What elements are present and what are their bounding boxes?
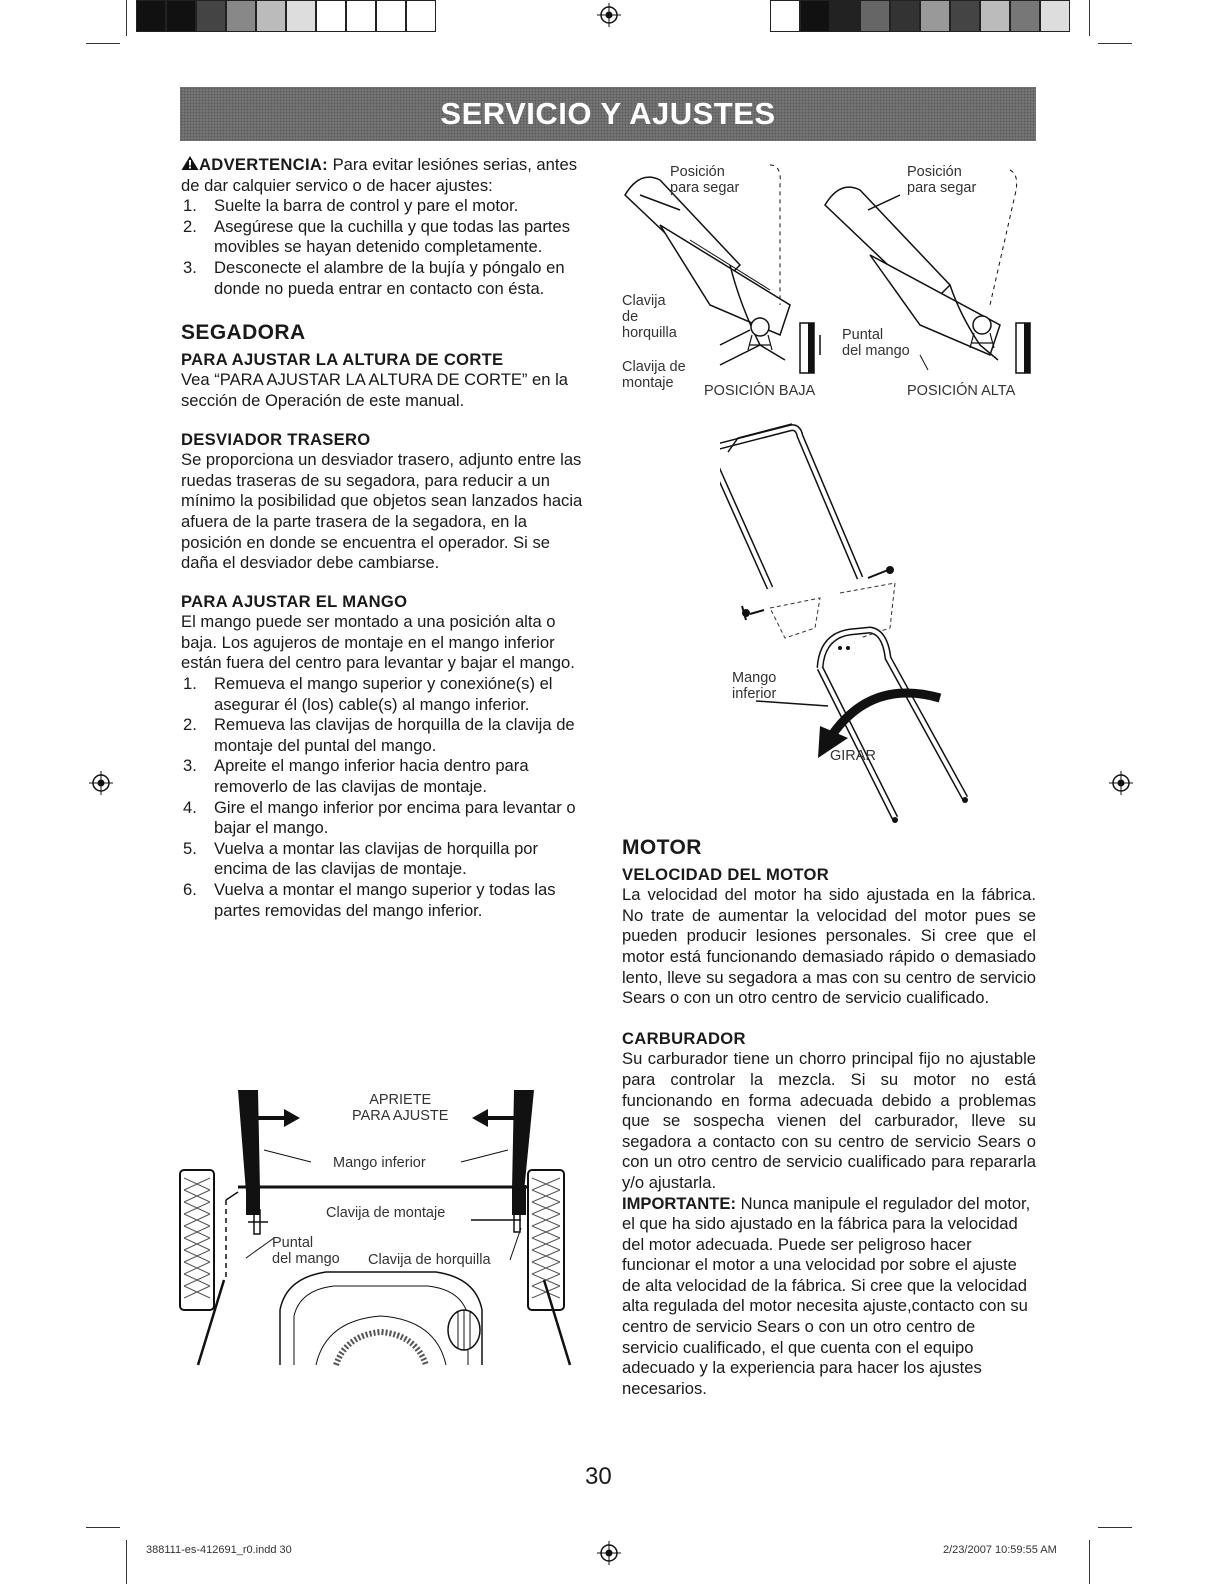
warning-icon bbox=[181, 155, 199, 171]
crop-mark bbox=[126, 0, 127, 36]
desviador-heading: DESVIADOR TRASERO bbox=[181, 429, 371, 449]
motor-heading: MOTOR bbox=[622, 836, 702, 859]
altura-heading: PARA AJUSTAR LA ALTURA DE CORTE bbox=[181, 349, 504, 369]
list-item: 3. Apreite el mango inferior hacia dentro para removerlo de las clavijas de montaje. bbox=[183, 756, 529, 797]
importante-block bbox=[622, 1194, 1036, 1400]
footer-file: 388111-es-412691_r0.indd 30 bbox=[146, 1544, 292, 1556]
list-item: 2. Asegúrese que la cuchilla y que todas las partes movibles se hayan detenido completamente. bbox=[183, 216, 571, 257]
warning-label: ADVERTENCIA: bbox=[199, 155, 328, 174]
figure-handle-positions bbox=[620, 155, 1040, 405]
registration-mark-icon bbox=[88, 770, 114, 796]
right-column bbox=[622, 838, 1036, 1399]
rotate-handle-drawing bbox=[720, 418, 980, 838]
clavija-horquilla-label: Clavija de horquilla bbox=[622, 293, 677, 341]
crop-mark bbox=[1089, 0, 1090, 36]
crop-mark bbox=[1098, 1527, 1132, 1528]
figure-rotate-handle bbox=[720, 418, 980, 838]
puntal-mango-label: Puntal del mango bbox=[842, 327, 910, 359]
list-item: 1. Remueva el mango superior y conexióne(s) el asegurar él (los) cable(s) al mango inferior. bbox=[183, 674, 553, 714]
girar-label: GIRAR bbox=[830, 748, 876, 764]
mango-inferior-label: Mango inferior bbox=[333, 1155, 426, 1171]
page-number: 30 bbox=[585, 1463, 612, 1490]
calibration-strip-right bbox=[770, 0, 1070, 32]
altura-body: Vea “PARA AJUSTAR LA ALTURA DE CORTE” en la sección de Operación de este manual. bbox=[181, 370, 569, 410]
posicion-baja-label: POSICIÓN BAJA bbox=[704, 383, 816, 399]
warning-intro: Para evitar lesiónes serias, antes de dar calquier servico o de hacer ajustes: bbox=[181, 155, 578, 195]
list-item: 1. Suelte la barra de control y pare el motor. bbox=[183, 196, 519, 216]
posicion-segar-right-label: Posición para segar bbox=[907, 164, 977, 196]
crop-mark bbox=[86, 43, 120, 44]
mango-body: El mango puede ser montado a una posición alta o baja. Los agujeros de montaje en el mango inferior están fuera del centro para levantar y bajar el mango. bbox=[181, 612, 575, 673]
crop-mark bbox=[1089, 1540, 1090, 1584]
section-banner bbox=[180, 87, 1036, 141]
list-item: 3. Desconecte el alambre de la bujía y póngalo en donde no pueda entrar en contacto con ésta. bbox=[183, 257, 565, 298]
list-item: 6. Vuelva a montar el mango superior y todas las partes removidas del mango inferior. bbox=[183, 880, 556, 920]
clavija-montaje-label: Clavija de montaje bbox=[326, 1205, 446, 1221]
figure-rear-handle-view bbox=[176, 1080, 576, 1370]
registration-mark-icon bbox=[1108, 770, 1134, 796]
left-column bbox=[181, 155, 591, 921]
apriete-label: APRIETE PARA AJUSTE bbox=[352, 1092, 449, 1124]
clavija-montaje-label: Clavija de montaje bbox=[622, 359, 686, 391]
footer-timestamp: 2/23/2007 10:59:55 AM bbox=[943, 1544, 1057, 1556]
velocidad-heading: VELOCIDAD DEL MOTOR bbox=[622, 864, 829, 884]
carburador-body: Su carburador tiene un chorro principal fijo no ajustable para controlar la mezcla. Si su motor no está funcionando en forma adecuada debido a problemas que se sospecha vienen del carburador, lleve su segadora a contacto con su centro de servicio Sears o con un otro centro de servicio cualificado para repararla y/o ajustarla. bbox=[622, 1049, 1036, 1192]
list-item: 5. Vuelva a montar las clavijas de horquilla por encima de las clavijas de montaje. bbox=[183, 838, 539, 879]
registration-mark-icon bbox=[596, 1540, 622, 1566]
mango-heading: PARA AJUSTAR EL MANGO bbox=[181, 591, 408, 611]
warning-steps bbox=[181, 196, 591, 299]
list-item: 4. Gire el mango inferior por encima para levantar o bajar el mango. bbox=[183, 797, 576, 838]
posicion-alta-label: POSICIÓN ALTA bbox=[907, 383, 1016, 399]
crop-mark bbox=[126, 1540, 127, 1584]
posicion-segar-left-label: Posición para segar bbox=[670, 164, 740, 196]
clavija-horquilla-label: Clavija de horquilla bbox=[368, 1252, 491, 1268]
page-title: SERVICIO Y AJUSTES bbox=[440, 96, 776, 131]
importante-label: IMPORTANTE: bbox=[622, 1193, 736, 1213]
crop-mark bbox=[86, 1527, 120, 1528]
desviador-body: Se proporciona un desviador trasero, adjunto entre las ruedas traseras de su segadora, para reducir a un mínimo la posibilidad que objetos sean lanzados hacia afuera de la parte trasera de la segadora, en la posición en donde se encuentra el operador. Si se daña el desviador debe cambiarse. bbox=[181, 450, 583, 573]
velocidad-body: La velocidad del motor ha sido ajustada en la fábrica. No trate de aumentar la velocidad del motor pues se pueden producir lesiones personales. Si cree que el motor está funcionando demasiado rápido o demasiado lento, lleve su segadora a mas con su centro de servicio Sears o con un otro centro de servicio cualificado. bbox=[622, 885, 1036, 1008]
calibration-strip-left bbox=[136, 0, 436, 32]
warning-block bbox=[181, 155, 591, 299]
carburador-heading: CARBURADOR bbox=[622, 1028, 746, 1048]
puntal-label: Puntal del mango bbox=[272, 1235, 340, 1267]
segadora-heading: SEGADORA bbox=[181, 321, 306, 345]
list-item: 2. Remueva las clavijas de horquilla de la clavija de montaje del puntal del mango. bbox=[183, 715, 575, 755]
importante-body: Nunca manipule el regulador del motor, el que ha sido ajustado en la fábrica para la velocidad del motor adecuada. Puede ser peligroso hacer funcionar el motor a una velocidad por sobre el ajuste de alta velocidad de la fábrica. Si cree que la velocidad alta regulada del motor necesita ajuste,contacto con su centro de servicio Sears o con un otro centro de servicio cualificado, el que cuenta con el equipo adecuado y la experiencia para hacer los ajustes necesarios. bbox=[622, 1193, 1031, 1398]
registration-mark-icon bbox=[596, 2, 622, 28]
crop-mark bbox=[1098, 43, 1132, 44]
mango-steps bbox=[181, 674, 591, 921]
mango-inferior-label: Mango inferior bbox=[732, 670, 777, 702]
